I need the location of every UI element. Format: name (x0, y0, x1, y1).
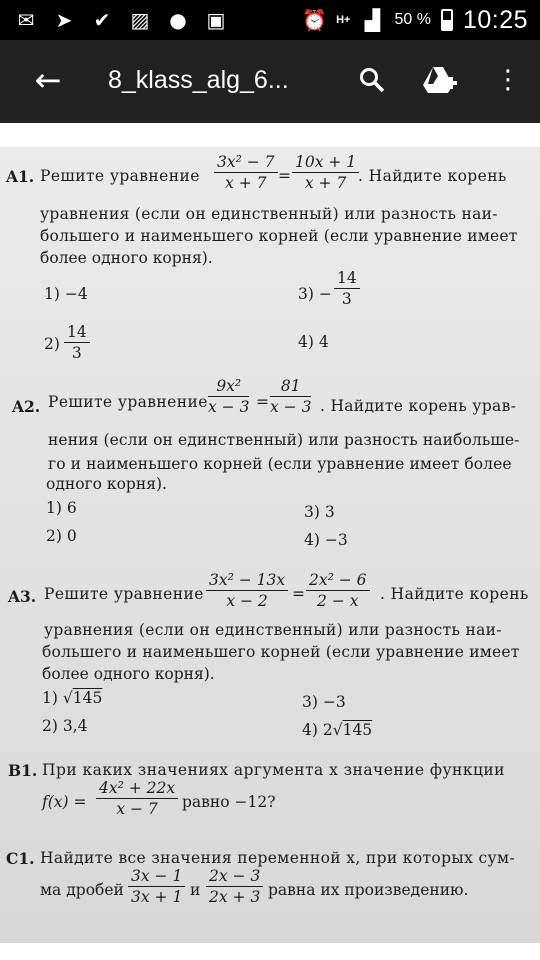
b1-line1: При каких значениях аргумента x значение функции (42, 761, 505, 779)
a2-option-3: 3) 3 (304, 503, 335, 521)
a3-fraction-left: $\frac{\text{3x² − 13x}}{x - 2}$ (206, 571, 288, 610)
telegram-icon: ➤ (55, 8, 73, 32)
a3-option-4: 4) 2√145 (302, 721, 373, 739)
c1-tail: равна их произведению. (268, 881, 469, 899)
c1-lead2: ма дробей (40, 881, 124, 899)
a2-line3: го и наименьшего корней (если уравнение имеет более (48, 455, 512, 473)
search-icon[interactable] (352, 60, 392, 100)
a3-tail: . Найдите корень (380, 585, 529, 603)
a2-tail: . Найдите корень урав- (320, 397, 517, 415)
a2-fraction-right: $\frac{81}{x - 3}$ (270, 377, 312, 416)
a2-label: A2. (12, 397, 41, 416)
notification-icons (14, 8, 228, 32)
b1-label: B1. (8, 761, 38, 780)
a1-option-3-fraction: $\frac{14}{3}$ (334, 269, 360, 308)
a2-option-2: 2) 0 (46, 527, 77, 545)
a2-fraction-left: $\frac{\text{9x²}}{x - 3}$ (208, 377, 250, 416)
c1-label: C1. (6, 849, 35, 868)
b1-tail: равно −12? (182, 793, 276, 811)
gallery-icon: ▨ (130, 8, 150, 32)
a1-option-2-label: 2) (44, 335, 60, 353)
a1-fraction-left: $\frac{\text{3x² − 7}}{x + 7}$ (214, 153, 278, 192)
a2-option-4: 4) −3 (304, 531, 348, 549)
a1-label: A1. (6, 167, 35, 186)
document-viewer[interactable] (0, 123, 540, 960)
a1-fraction-right: $\frac{10x + 1}{x + 7}$ (292, 153, 359, 192)
signal-icon: ▟ (364, 8, 381, 32)
a3-fraction-right: $\frac{\text{2x² − 6}}{2 - x}$ (306, 571, 370, 610)
a3-label: A3. (8, 587, 37, 606)
app-toolbar (0, 40, 540, 123)
b1-fx: f(x) = (42, 793, 87, 811)
a3-line3: большего и наименьшего корней (если уравнение имеет (42, 643, 520, 661)
a2-option-1: 1) 6 (46, 499, 77, 517)
system-icons (302, 0, 528, 40)
a1-option-3-label: 3) − (298, 285, 332, 303)
a1-lead: Решите уравнение (40, 167, 200, 185)
a1-option-4: 4) 4 (298, 333, 329, 351)
a3-option-3: 3) −3 (302, 693, 346, 711)
a1-option-1: 1) −4 (44, 285, 88, 303)
a3-equals: = (292, 585, 305, 603)
alarm-icon: ⏰ (302, 8, 327, 32)
status-bar (0, 0, 540, 40)
a3-line2: уравнения (если он единственный) или разность наи- (44, 621, 502, 639)
a3-option-1: 1) √145 (42, 689, 103, 707)
c1-line1: Найдите все значения переменной x, при которых сум- (40, 849, 515, 867)
a1-line3: большего и наименьшего корней (если уравнение имеет (40, 227, 518, 245)
image-icon: ▣ (206, 8, 226, 32)
a1-line4: более одного корня). (40, 249, 213, 267)
a1-line2: уравнения (если он единственный) или разность наи- (40, 205, 498, 223)
back-arrow-icon[interactable]: ← (34, 61, 62, 99)
document-title: 8_klass_alg_6... (108, 66, 289, 94)
mail-icon: ✉ (17, 8, 35, 32)
network-type: H+ (336, 14, 351, 26)
a3-lead: Решите уравнение (44, 585, 204, 603)
a1-equals: = (278, 167, 291, 185)
a2-lead: Решите уравнение (48, 393, 208, 411)
c1-and: и (190, 881, 201, 899)
more-vert-icon[interactable]: ⋮ (495, 65, 521, 95)
a2-equals: = (256, 393, 269, 411)
c1-fraction-2: $\frac{2x - 3}{2x + 3}$ (206, 867, 263, 906)
drive-add-icon[interactable] (420, 60, 460, 100)
a1-option-2-fraction: $\frac{14}{3}$ (64, 323, 90, 362)
a2-line4: одного корня). (46, 475, 167, 493)
battery-percent: 50 % (394, 11, 431, 28)
worksheet (0, 147, 540, 943)
c1-fraction-1: $\frac{3x - 1}{3x + 1}$ (128, 867, 185, 906)
a3-line4: более одного корня). (42, 665, 215, 683)
scanned-page (0, 147, 540, 943)
chat-icon: ● (169, 8, 187, 32)
battery-icon (441, 9, 453, 31)
b1-fraction: $\frac{\text{4x² + 22x}}{x - 7}$ (96, 779, 178, 818)
a2-line2: нения (если он единственный) или разность наибольше- (48, 431, 520, 449)
a3-option-2: 2) 3,4 (42, 717, 88, 735)
check-icon: ✔ (93, 8, 111, 32)
clock: 10:25 (462, 5, 528, 34)
a1-tail: . Найдите корень (358, 167, 507, 185)
